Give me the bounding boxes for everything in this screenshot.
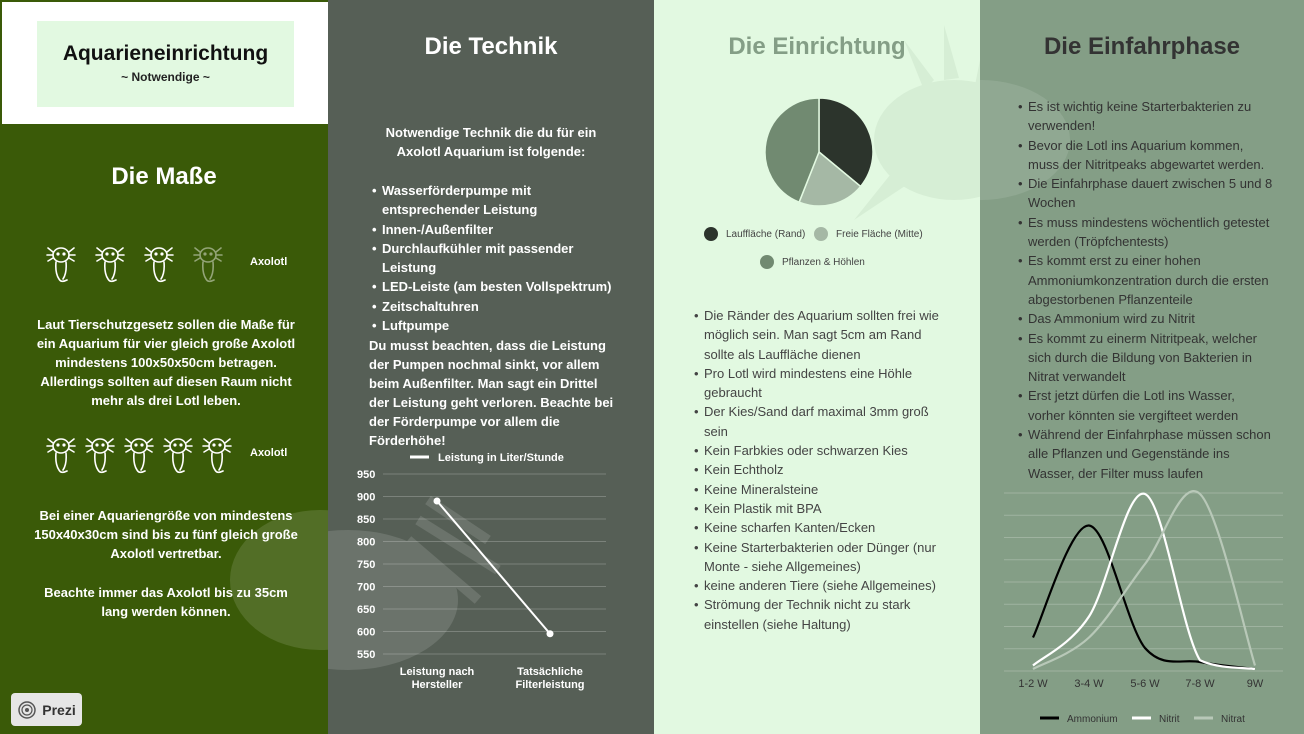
axolotl-icon xyxy=(162,434,194,474)
list-item: • Es muss mindestens wöchentlich getestet werden (Tröpfchentests) xyxy=(1018,213,1274,252)
x-category-label: 1-2 W xyxy=(1018,678,1048,690)
list-item: • Der Kies/Sand darf maximal 3mm groß sein xyxy=(694,402,950,441)
list-item: • Kein Echtholz xyxy=(694,460,950,479)
axolotl-icon xyxy=(94,243,126,283)
axolotl-faded-icon xyxy=(192,243,224,283)
y-tick-label: 650 xyxy=(357,604,376,616)
series-line-nitrit xyxy=(1033,494,1255,669)
list-item: • Keine Mineralsteine xyxy=(694,480,950,499)
series-line xyxy=(437,501,550,634)
x-category-line: Hersteller xyxy=(411,679,463,691)
y-tick-label: 800 xyxy=(357,536,376,549)
legend-dot xyxy=(814,227,828,241)
pie-legend-item xyxy=(704,227,805,241)
list-item: • LED-Leiste (am besten Vollspektrum) xyxy=(372,277,628,296)
list-item: • Innen-/Außenfilter xyxy=(372,220,628,239)
y-tick-label: 950 xyxy=(357,469,376,481)
list-item: • Kein Plastik mit BPA xyxy=(694,499,950,518)
technik-intro: Notwendige Technik die du für ein Axolotl Aquarium ist folgende: xyxy=(385,125,597,159)
prezi-logo-icon xyxy=(17,700,37,720)
legend-dot xyxy=(704,227,718,241)
list-item: • Pro Lotl wird mindestens eine Höhle gebraucht xyxy=(694,364,950,403)
einfahrphase-title: Die Einfahrphase xyxy=(1043,33,1241,60)
prezi-badge[interactable] xyxy=(11,693,82,726)
nitrogen-cycle-chart xyxy=(980,480,1304,734)
einfahrphase-list xyxy=(1018,97,1274,483)
y-tick-label: 550 xyxy=(357,649,376,661)
x-category-label: 5-6 W xyxy=(1130,678,1160,690)
legend-label: Freie Fläche (Mitte) xyxy=(836,228,923,240)
einfahrphase-panel xyxy=(980,0,1304,734)
masse-text-3: Beachte immer das Axolotl bis zu 35cm lang werden können. xyxy=(44,585,288,619)
pie-chart xyxy=(757,90,881,214)
x-category-line: Filterleistung xyxy=(515,679,585,691)
legend-label: Pflanzen & Höhlen xyxy=(782,256,865,268)
list-item: • keine anderen Tiere (siehe Allgemeines) xyxy=(694,576,950,595)
legend-label: Nitrit xyxy=(1159,714,1180,725)
list-item: • Luftpumpe xyxy=(372,316,628,335)
masse-text-1: Laut Tierschutzgesetz sollen die Maße für ein Aquarium für vier gleich große Axolotl mindestens 100x50x50cm betragen. Allerdings sollten auf diesen Raum nicht mehr als drei Lotl leben. xyxy=(36,317,296,408)
x-category-label: 9W xyxy=(1246,678,1264,690)
list-item: • Kein Farbkies oder schwarzen Kies xyxy=(694,441,950,460)
page-title: Aquarieneinrichtung xyxy=(62,42,269,65)
y-tick-label: 700 xyxy=(357,581,376,594)
list-item: • Erst jetzt dürfen die Lotl ins Wasser, vorher könnten sie vergifteet werden xyxy=(1018,386,1274,425)
list-item: • Zeitschaltuhren xyxy=(372,297,628,316)
axolotl-watermark-icon xyxy=(210,470,328,660)
x-category-label xyxy=(400,666,475,691)
page-subtitle: ~ Notwendige ~ xyxy=(121,70,210,84)
list-item: • Es kommt erst zu einer hohen Ammoniumkonzentration durch die ersten abgestorbenen Pflanzenteile xyxy=(1018,251,1274,309)
list-item: • Während der Einfahrphase müssen schon alle Pflanzen und Gegenstände ins Wasser, der Filter muss laufen xyxy=(1018,425,1274,483)
y-tick-label: 750 xyxy=(357,559,376,571)
list-item: • Wasserförderpumpe mit entsprechender Leistung xyxy=(372,181,628,220)
axolotl-label: Axolotl xyxy=(250,256,288,268)
legend-label: Nitrat xyxy=(1221,714,1245,725)
list-item: • Das Ammonium wird zu Nitrit xyxy=(1018,309,1274,328)
technik-list xyxy=(372,181,628,335)
technik-panel xyxy=(328,0,654,734)
axolotl-icon xyxy=(201,434,233,474)
x-category-label: 3-4 W xyxy=(1074,678,1104,690)
axolotl-icon xyxy=(143,243,175,283)
axolotl-row-5 xyxy=(45,434,240,474)
axolotl-icon xyxy=(123,434,155,474)
list-item: • Die Ränder des Aquarium sollten frei wie möglich sein. Man sagt 5cm am Rand sollte als Lauffläche dienen xyxy=(694,306,950,364)
list-item: • Strömung der Technik nicht zu stark einstellen (siehe Haltung) xyxy=(694,595,950,634)
x-category-line: Tatsächliche xyxy=(517,666,583,678)
y-tick-label: 900 xyxy=(357,491,376,504)
legend-dot xyxy=(760,255,774,269)
masse-title: Die Maße xyxy=(111,163,217,190)
y-tick-label: 850 xyxy=(357,514,376,526)
pump-line-chart xyxy=(328,440,654,700)
axolotl-icon xyxy=(45,434,77,474)
einrichtung-list xyxy=(694,306,950,634)
axolotl-icon xyxy=(45,243,77,283)
einrichtung-title: Die Einrichtung xyxy=(728,33,906,60)
pie-legend-item xyxy=(760,255,865,269)
masse-text-2: Bei einer Aquariengröße von mindestens 150x40x30cm sind bis zu fünf gleich große Axolotl vertretbar. xyxy=(34,508,298,561)
x-category-label: 7-8 W xyxy=(1185,678,1215,690)
data-point xyxy=(547,630,554,637)
axolotl-icon xyxy=(84,434,116,474)
legend-label: Leistung in Liter/Stunde xyxy=(438,452,564,464)
y-tick-label: 600 xyxy=(357,626,376,639)
list-item: • Keine Starterbakterien oder Dünger (nur Monte - siehe Allgemeines) xyxy=(694,538,950,577)
list-item: • Es ist wichtig keine Starterbakterien zu verwenden! xyxy=(1018,97,1274,136)
list-item: • Es kommt zu einerm Nitritpeak, welcher sich durch die Bildung von Bakterien in Nitrat verwandelt xyxy=(1018,329,1274,387)
technik-title: Die Technik xyxy=(424,33,558,60)
x-category-label xyxy=(515,666,584,691)
list-item: • Die Einfahrphase dauert zwischen 5 und 8 Wochen xyxy=(1018,174,1274,213)
x-category-line: Leistung nach xyxy=(399,666,475,678)
prezi-label: Prezi xyxy=(42,701,76,718)
list-item: • Durchlaufkühler mit passender Leistung xyxy=(372,239,628,278)
axolotl-label: Axolotl xyxy=(250,447,288,459)
legend-label: Lauffläche (Rand) xyxy=(726,228,806,240)
axolotl-row-4 xyxy=(45,243,241,283)
title-card xyxy=(37,21,294,107)
pie-legend-item xyxy=(814,227,923,241)
legend-label: Ammonium xyxy=(1067,714,1118,725)
data-point xyxy=(434,498,441,505)
list-item: • Keine scharfen Kanten/Ecken xyxy=(694,518,950,537)
technik-note: Du musst beachten, dass die Leistung der Pumpen nochmal sinkt, vor allem beim Außenfilter. Man sagt ein Drittel der Leistung geht verloren. Beachte bei der Förderpumpe vor allem die Förderhöhe! xyxy=(369,338,614,448)
list-item: • Bevor die Lotl ins Aquarium kommen, muss der Nitritpeaks abgewartet werden. xyxy=(1018,136,1274,175)
einrichtung-panel xyxy=(654,0,980,734)
